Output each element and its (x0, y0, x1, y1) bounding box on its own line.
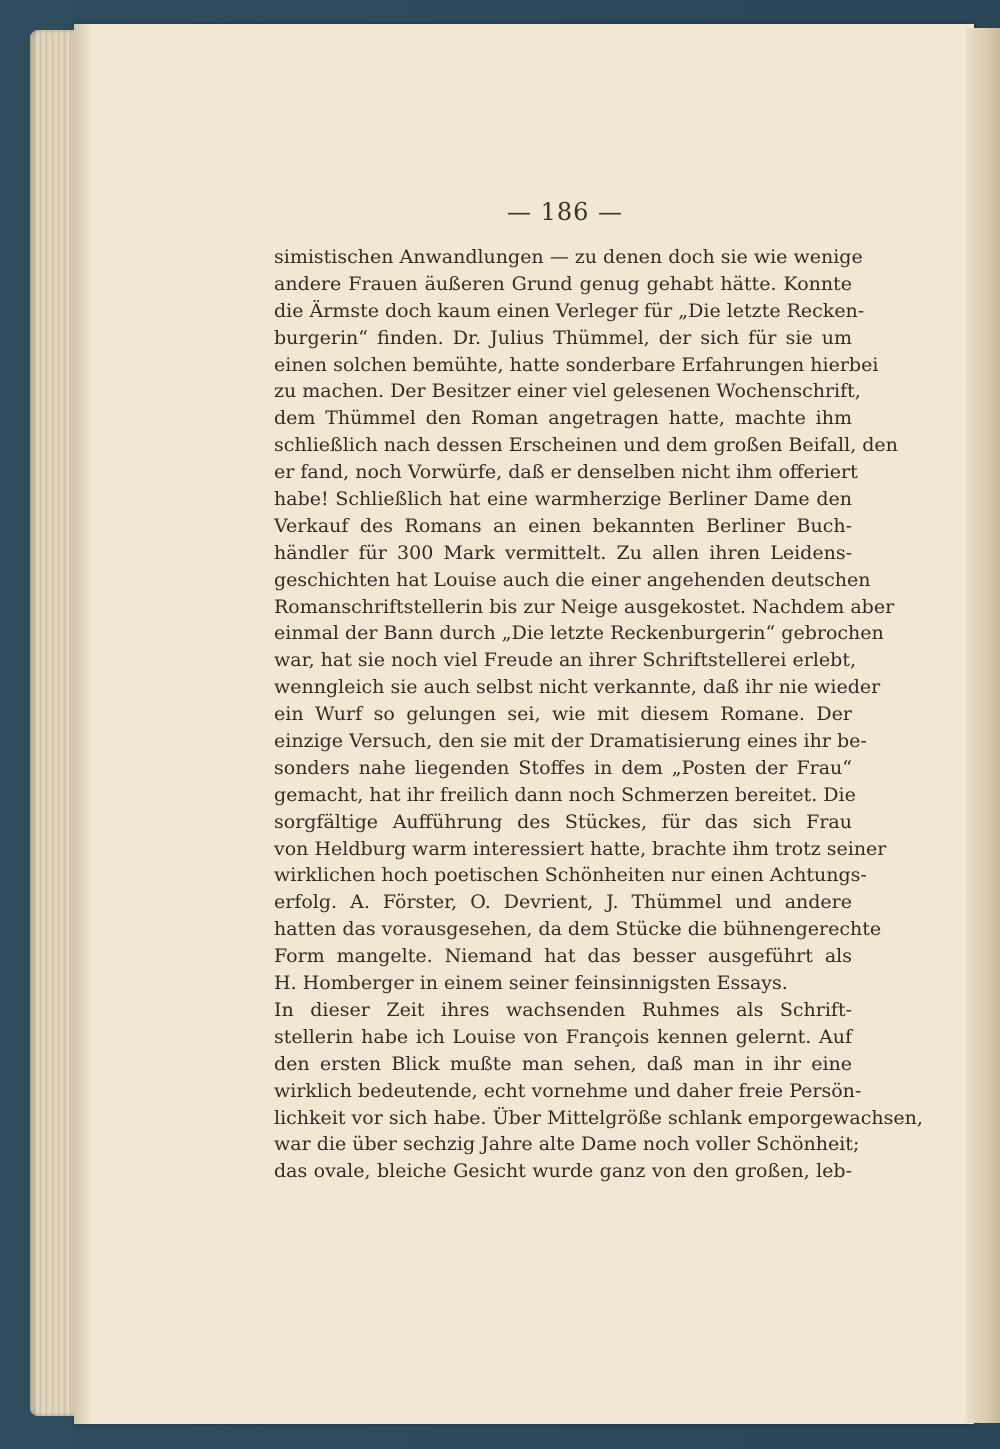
text-line: zu machen. Der Besitzer einer viel gelesenen Wochenschrift, (274, 380, 861, 403)
text-line: das ovale, bleiche Gesicht wurde ganz von den großen, leb- (274, 1160, 852, 1183)
text-line: lichkeit vor sich habe. Über Mittelgröße schlank emporgewachsen, (274, 1106, 923, 1129)
text-line: händler für 300 Mark vermittelt. Zu allen ihren Leidens- (274, 541, 852, 564)
page-gutter-shadow (74, 24, 92, 1424)
text-line: andere Frauen äußeren Grund genug gehabt hätte. Konnte (274, 272, 852, 295)
text-line: Romanschriftstellerin bis zur Neige ausgekostet. Nachdem aber (274, 595, 895, 618)
text-line: burgerin“ finden. Dr. Julius Thümmel, der sich für sie um (274, 326, 852, 349)
text-line: er fand, noch Vorwürfe, daß er denselben nicht ihm offeriert (274, 461, 858, 484)
text-line: simistischen Anwandlungen — zu denen doch sie wie wenige (274, 246, 863, 268)
text-line: wenngleich sie auch selbst nicht verkannte, daß ihr nie wieder (274, 676, 881, 699)
text-line: H. Homberger in einem seiner feinsinnigsten Essays. (274, 972, 788, 995)
text-line: einmal der Bann durch „Die letzte Reckenburgerin“ gebrochen (274, 622, 884, 645)
text-line: habe! Schließlich hat eine warmherzige Berliner Dame den (274, 488, 852, 511)
text-line: schließlich nach dessen Erscheinen und dem großen Beifall, den (274, 434, 898, 457)
text-line: den ersten Blick mußte man sehen, daß man in ihr eine (274, 1052, 852, 1075)
text-line: Form mangelte. Niemand hat das besser ausgeführt als (274, 945, 852, 968)
text-line: hatten das vorausgesehen, da dem Stücke die bühnengerechte (274, 918, 882, 941)
facing-page-edge (966, 28, 1000, 1423)
text-line: sonders nahe liegenden Stoffes in dem „Posten der Frau“ (274, 756, 852, 779)
text-line: stellerin habe ich Louise von François kennen gelernt. Auf (274, 1025, 852, 1048)
text-line: war, hat sie noch viel Freude an ihrer Schriftstellerei erlebt, (274, 649, 857, 672)
text-line: erfolg. A. Förster, O. Devrient, J. Thümmel und andere (274, 891, 852, 914)
text-line: war die über sechzig Jahre alte Dame noch voller Schönheit; (274, 1133, 860, 1156)
text-line: dem Thümmel den Roman angetragen hatte, machte ihm (274, 407, 852, 430)
text-line: einzige Versuch, den sie mit der Dramatisierung eines ihr be- (274, 730, 867, 753)
text-line: In dieser Zeit ihres wachsenden Ruhmes als Schrift- (274, 998, 852, 1021)
text-line: geschichten hat Louise auch die einer angehenden deutschen (274, 568, 871, 591)
page-number: — 186 — (506, 198, 624, 226)
text-line: Verkauf des Romans an einen bekannten Berliner Buch- (274, 514, 852, 537)
text-line: gemacht, hat ihr freilich dann noch Schmerzen bereitet. Die (274, 783, 856, 806)
text-line: wirklichen hoch poetischen Schönheiten nur einen Achtungs- (274, 864, 867, 887)
text-line: von Heldburg warm interessiert hatte, brachte ihm trotz seiner (274, 837, 887, 860)
text-line: wirklich bedeutende, echt vornehme und daher freie Persön- (274, 1079, 862, 1102)
text-line: ein Wurf so gelungen sei, wie mit diesem Romane. Der (274, 703, 852, 726)
text-line: sorgfältige Aufführung des Stückes, für das sich Frau (274, 810, 852, 833)
body-text (274, 244, 923, 1185)
text-line: einen solchen bemühte, hatte sonderbare Erfahrungen hierbei (274, 353, 879, 376)
text-line: die Ärmste doch kaum einen Verleger für „Die letzte Recken- (274, 299, 865, 322)
